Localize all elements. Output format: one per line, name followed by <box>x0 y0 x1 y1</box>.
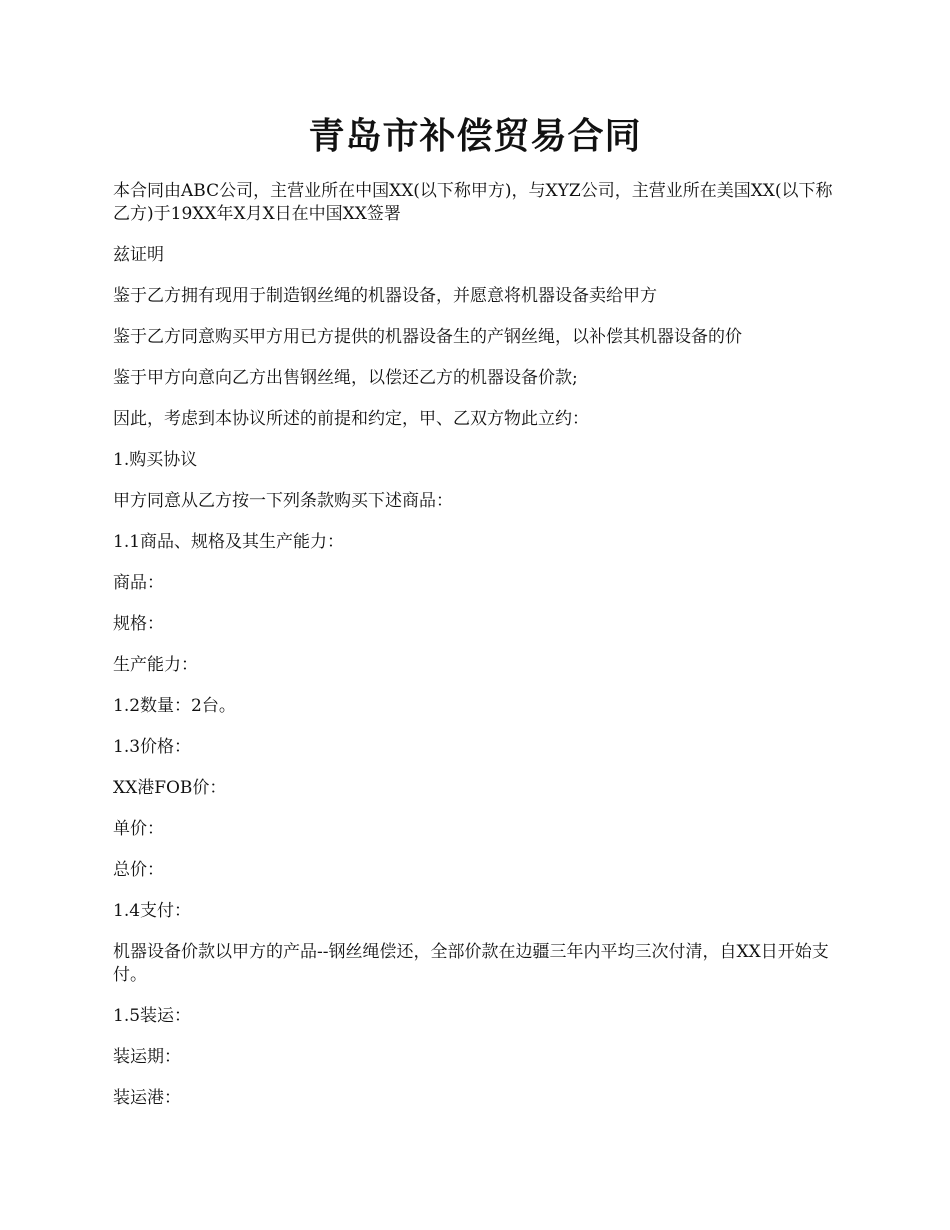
paragraph-agreement: 因此，考虑到本协议所述的前提和约定，甲、乙双方物此立约： <box>113 409 589 429</box>
section-heading-purchase: 1.购买协议 <box>113 450 198 470</box>
field-total-price: 总价： <box>113 860 164 880</box>
clause-1-4: 1.4支付： <box>113 901 192 921</box>
document-title: 青岛市补偿贸易合同 <box>308 115 642 157</box>
paragraph-purchase-intro: 甲方同意从乙方按一下列条款购买下述商品： <box>113 491 453 511</box>
document-body <box>113 180 838 1128</box>
paragraph-recital-2: 鉴于乙方同意购买甲方用已方提供的机器设备生的产钢丝绳，以补偿其机器设备的价 <box>113 327 742 347</box>
clause-1-2: 1.2数量：2台。 <box>113 696 236 716</box>
paragraph-recital-1: 鉴于乙方拥有现用于制造钢丝绳的机器设备，并愿意将机器设备卖给甲方 <box>113 286 657 306</box>
paragraph-witness: 兹证明 <box>113 245 164 265</box>
clause-1-3: 1.3价格： <box>113 737 192 757</box>
field-shipment-period: 装运期： <box>113 1047 181 1067</box>
field-specification: 规格： <box>113 614 164 634</box>
paragraph-payment: 机器设备价款以甲方的产品--钢丝绳偿还，全部价款在边疆三年内平均三次付清，自XX日开始支付。 <box>113 942 829 985</box>
field-fob-price: XX港FOB价： <box>113 778 227 798</box>
field-capacity: 生产能力： <box>113 655 198 675</box>
field-goods: 商品： <box>113 573 164 593</box>
paragraph-recital-3: 鉴于甲方向意向乙方出售钢丝绳，以偿还乙方的机器设备价款; <box>113 368 578 388</box>
paragraph-parties: 本合同由ABC公司，主营业所在中国XX(以下称甲方)，与XYZ公司，主营业所在美国XX(以下称乙方)于19XX年X月X日在中国XX签署 <box>113 181 833 224</box>
clause-1-1: 1.1商品、规格及其生产能力： <box>113 532 345 552</box>
field-port-of-shipment: 装运港： <box>113 1088 181 1108</box>
field-unit-price: 单价： <box>113 819 164 839</box>
clause-1-5: 1.5装运： <box>113 1006 192 1026</box>
